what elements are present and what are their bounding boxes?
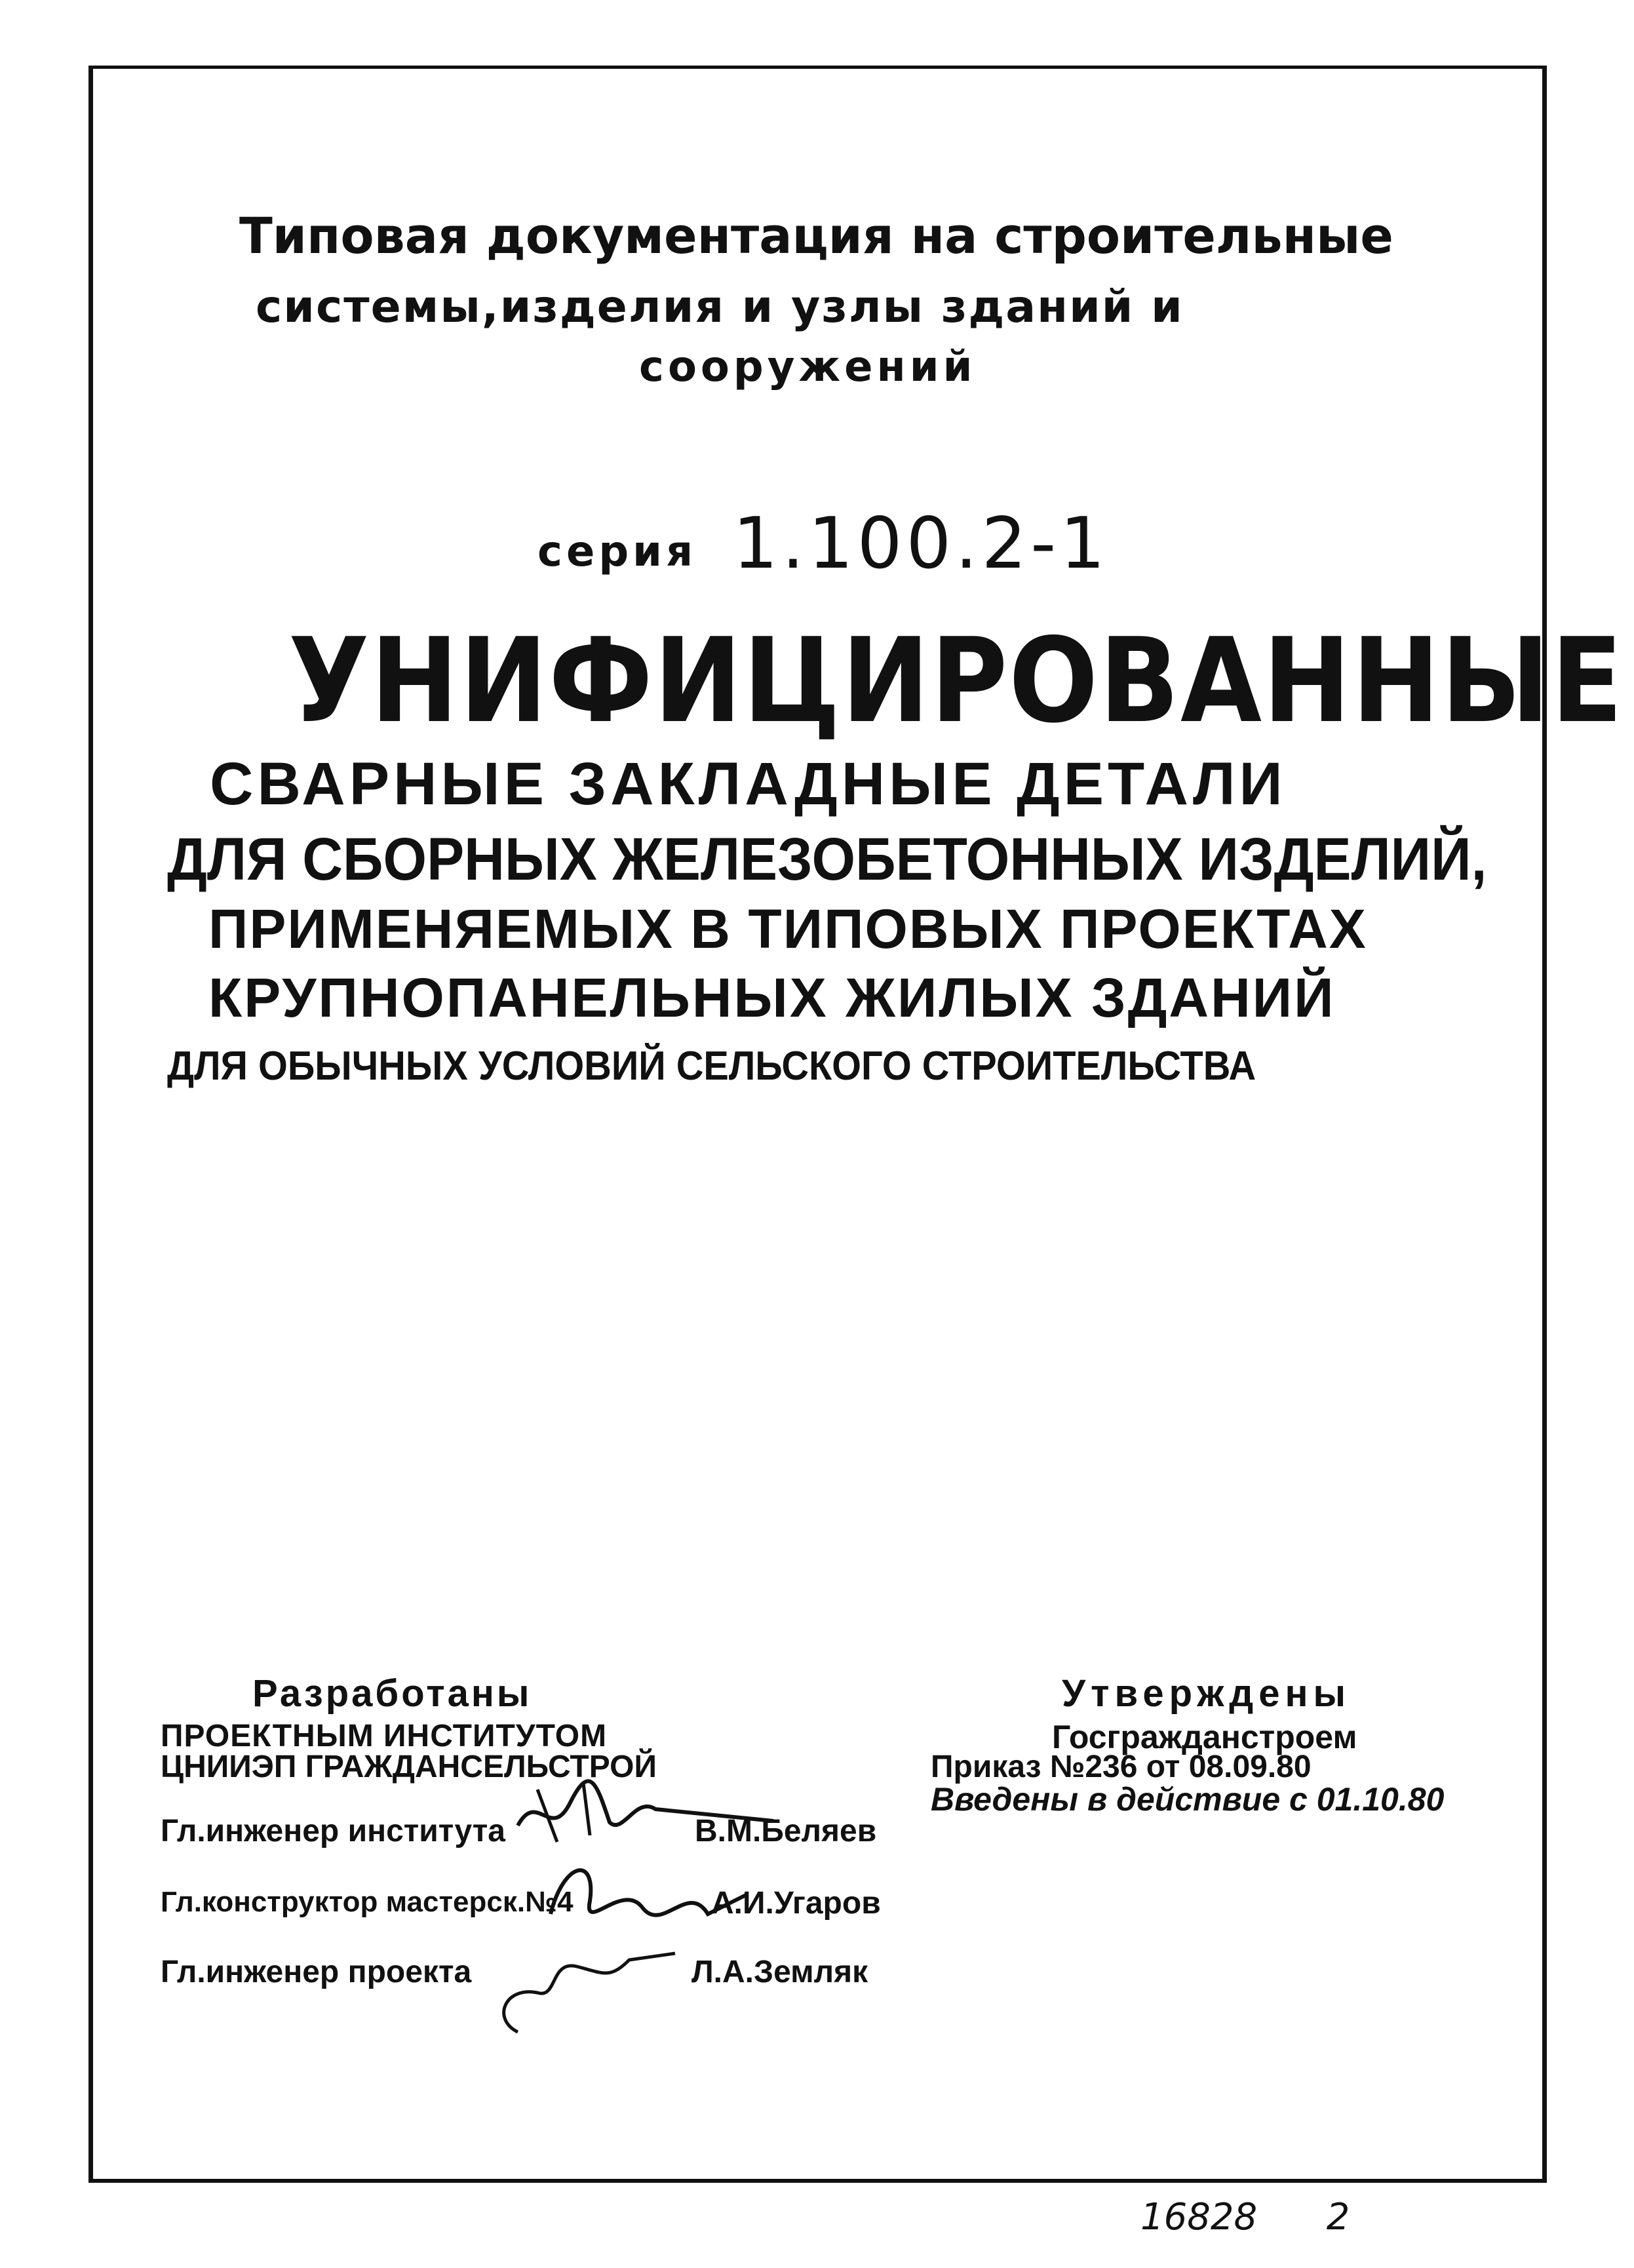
header-line-3: сооружений	[639, 343, 977, 391]
series-label: серия	[537, 528, 697, 576]
footer-number	[1140, 2196, 1350, 2239]
title-main: УНИФИЦИРОВАННЫЕ	[288, 613, 1624, 749]
header-line-2: системы,изделия и узлы зданий и	[256, 281, 1184, 333]
series-number: 1.100.2-1	[733, 503, 1109, 585]
signer-name-1: В.М.Беляев	[695, 1814, 877, 1848]
signer-role-1: Гл.инженер института	[161, 1814, 505, 1848]
signer-role-2: Гл.конструктор мастерск.№4	[161, 1886, 574, 1918]
signer-name-2: А.И.Угаров	[711, 1886, 881, 1921]
title-line-2: ДЛЯ СБОРНЫХ ЖЕЛЕЗОБЕТОННЫХ ИЗДЕЛИЙ,	[167, 826, 1487, 893]
developed-org-line-1: ПРОЕКТНЫМ ИНСТИТУТОМ	[161, 1719, 608, 1753]
developed-org-line-2: ЦНИИЭП ГРАЖДАНСЕЛЬСТРОЙ	[161, 1750, 657, 1784]
title-line-3: ПРИМЕНЯЕМЫХ В ТИПОВЫХ ПРОЕКТАХ	[208, 898, 1367, 960]
approved-org: Госгражданстроем	[1052, 1719, 1357, 1755]
signature-3	[478, 1921, 688, 2045]
header-line-1: Типовая документация на строительные	[239, 206, 1393, 265]
developed-heading: Разработаны	[252, 1672, 532, 1715]
signer-name-3: Л.А.Земляк	[691, 1955, 868, 1989]
signer-role-3: Гл.инженер проекта	[161, 1955, 472, 1989]
inventory-number: 16828	[1140, 2196, 1258, 2239]
title-line-4: КРУПНОПАНЕЛЬНЫХ ЖИЛЫХ ЗДАНИЙ	[208, 967, 1336, 1028]
title-line-5: ДЛЯ ОБЫЧНЫХ УСЛОВИЙ СЕЛЬСКОГО СТРОИТЕЛЬСТВА	[167, 1044, 1256, 1089]
approved-order: Приказ №236 от 08.09.80	[931, 1750, 1312, 1784]
title-line-1: СВАРНЫЕ ЗАКЛАДНЫЕ ДЕТАЛИ	[210, 751, 1287, 817]
approved-effective: Введены в действие с 01.10.80	[931, 1781, 1445, 1818]
sheet-number: 2	[1326, 2196, 1350, 2239]
approved-heading: Утверждены	[1062, 1672, 1352, 1715]
